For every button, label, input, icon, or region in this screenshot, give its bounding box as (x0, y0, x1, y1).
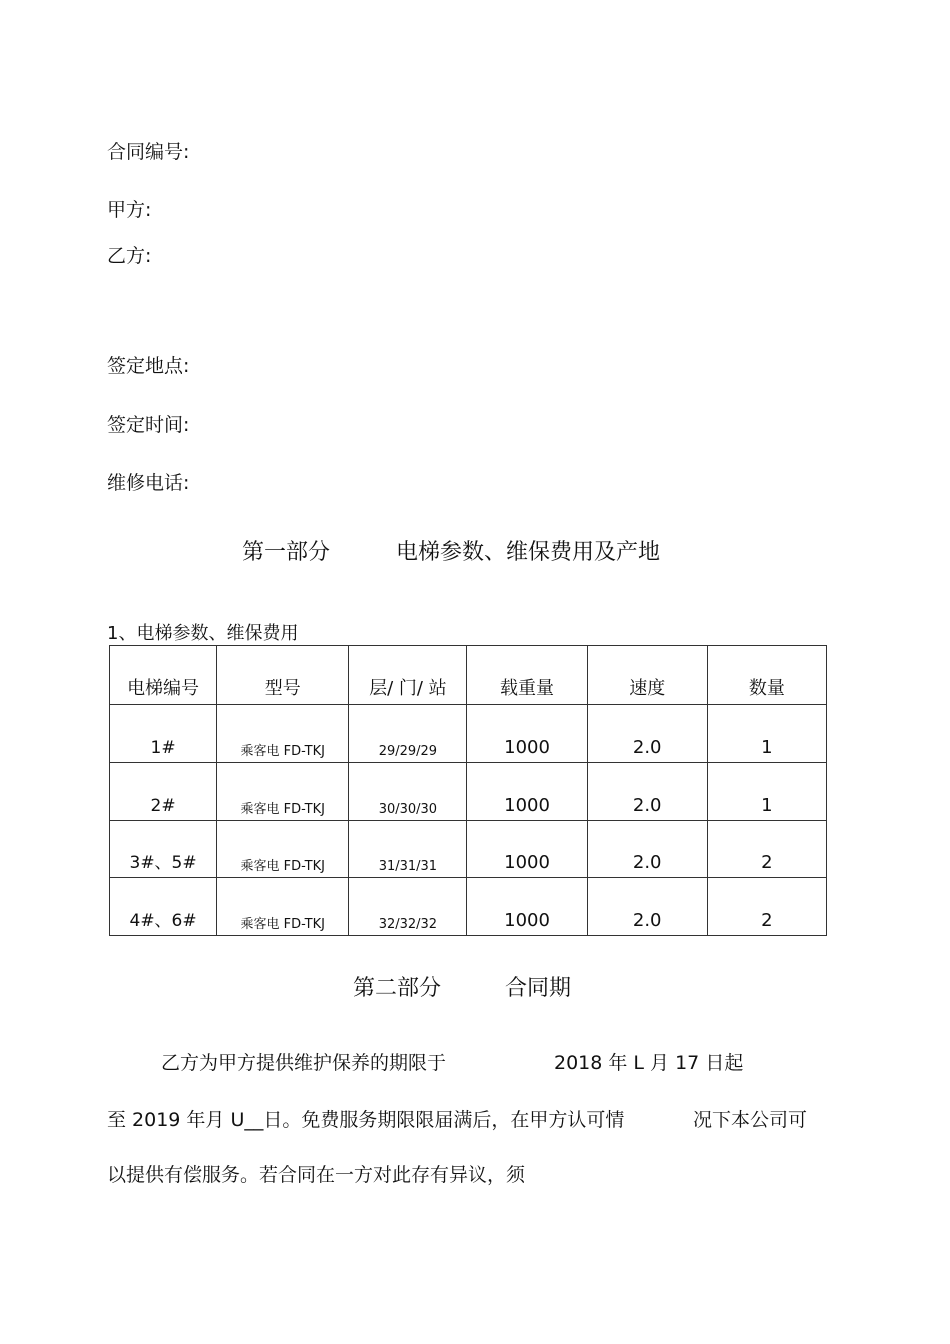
load-cell: 1000 (467, 705, 587, 763)
elevator-id-cell: 4#、6# (110, 878, 217, 936)
load-cell: 1000 (467, 821, 587, 878)
quantity-cell: 1 (707, 763, 826, 821)
load-cell: 1000 (467, 763, 587, 821)
party-b-label: 乙方: (107, 245, 152, 267)
repair-phone-label: 维修电话: (107, 472, 190, 494)
header-cell: 数量 (707, 646, 826, 705)
table-row (110, 705, 827, 763)
part1-number: 第一部分 (242, 540, 331, 565)
part2-heading (353, 971, 571, 1002)
table-row (110, 878, 827, 936)
party-a-label: 甲方: (107, 199, 152, 221)
header-cell: 层/ 门/ 站 (349, 646, 467, 705)
sign-place-label: 签定地点: (107, 355, 190, 377)
speed-cell: 2.0 (587, 705, 707, 763)
model-cell: 乘客电 FD-TKJ (217, 878, 349, 936)
quantity-cell: 2 (707, 821, 826, 878)
table-header-row (110, 646, 827, 705)
model-cell: 乘客电 FD-TKJ (217, 705, 349, 763)
floors-cell: 30/30/30 (349, 763, 467, 821)
speed-cell: 2.0 (587, 821, 707, 878)
contract-number-label: 合同编号: (107, 141, 190, 163)
header-cell: 速度 (587, 646, 707, 705)
part1-heading (242, 535, 660, 566)
term-paragraph-line3: 以提供有偿服务。若合同在一方对此存有异议，须 (107, 1164, 526, 1186)
part2-number: 第二部分 (353, 976, 442, 1001)
term-paragraph-line1-right: 2018 年 L 月 17 日起 (554, 1052, 744, 1074)
header-cell: 电梯编号 (110, 646, 217, 705)
elevator-id-cell: 2# (110, 763, 217, 821)
table-row (110, 763, 827, 821)
term-paragraph-line2-left: 至 2019 年月 U__日。免费服务期限限届满后，在甲方认可情 (107, 1109, 625, 1131)
header-cell: 型号 (217, 646, 349, 705)
speed-cell: 2.0 (587, 763, 707, 821)
header-cell: 载重量 (467, 646, 587, 705)
part1-title: 电梯参数、维保费用及产地 (396, 540, 661, 565)
elevator-params-table (109, 645, 827, 936)
table-row (110, 821, 827, 878)
floors-cell: 32/32/32 (349, 878, 467, 936)
speed-cell: 2.0 (587, 878, 707, 936)
model-cell: 乘客电 FD-TKJ (217, 763, 349, 821)
floors-cell: 29/29/29 (349, 705, 467, 763)
model-cell: 乘客电 FD-TKJ (217, 821, 349, 878)
part2-title: 合同期 (505, 976, 572, 1001)
quantity-cell: 2 (707, 878, 826, 936)
load-cell: 1000 (467, 878, 587, 936)
floors-cell: 31/31/31 (349, 821, 467, 878)
quantity-cell: 1 (707, 705, 826, 763)
term-paragraph-line1-left: 乙方为甲方提供维护保养的期限于 (161, 1052, 447, 1074)
sign-time-label: 签定时间: (107, 414, 190, 436)
term-paragraph-line2-right: 况下本公司可 (693, 1109, 808, 1131)
elevator-id-cell: 1# (110, 705, 217, 763)
section-label: 1、电梯参数、维保费用 (107, 623, 299, 644)
elevator-id-cell: 3#、5# (110, 821, 217, 878)
